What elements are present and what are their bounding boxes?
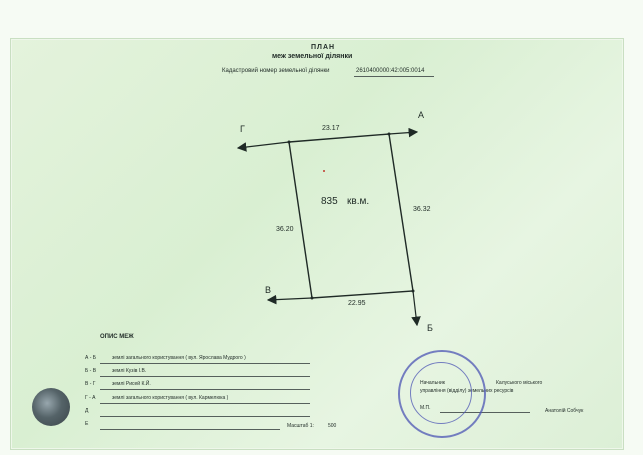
dim-top: 23.17 xyxy=(322,125,340,132)
point-a-label: А xyxy=(418,110,425,120)
official-stamp xyxy=(398,350,486,438)
mp-label: М.П. xyxy=(420,405,431,411)
arrow-b xyxy=(413,291,417,325)
dim-left: 36.20 xyxy=(276,226,294,233)
dim-bottom: 22.95 xyxy=(348,300,366,307)
desc-row-text: землі Кузів І.В. xyxy=(112,368,147,374)
doc-subtitle: меж земельної ділянки xyxy=(272,53,353,60)
arrow-g xyxy=(238,142,289,148)
cadastral-label: Кадастровий номер земельної ділянки xyxy=(222,68,330,74)
arrow-a xyxy=(389,132,417,134)
point-v-label: В xyxy=(265,285,272,295)
signer-name: Анатолій Собчук xyxy=(545,408,584,414)
desc-row-code: Д xyxy=(85,408,89,414)
desc-row-code: Б - В xyxy=(85,368,97,374)
desc-row-text: землі Рисей К.Й. xyxy=(112,381,151,387)
signer-title-3: Калуського міського xyxy=(496,380,543,386)
signer-title-2: управління (відділу) земельних ресурсів xyxy=(420,388,514,394)
desc-row-code: В - Г xyxy=(85,381,96,387)
description-heading: ОПИС МЕЖ xyxy=(100,334,134,340)
point-b-label: Б xyxy=(427,323,433,333)
scale-label: Масштаб 1: xyxy=(287,423,314,429)
desc-row-text: землі загального користування ( вул. Кармелюка ) xyxy=(112,395,229,401)
dim-right: 36.32 xyxy=(413,206,431,213)
parcel-boundary xyxy=(289,134,413,298)
cadastral-number: 2610400000:42:005:0014 xyxy=(356,68,425,74)
area-value: 835 xyxy=(321,196,338,207)
desc-row-code: А - Б xyxy=(85,355,97,361)
point-g-label: Г xyxy=(240,124,245,134)
desc-row-text: землі загального користування ( вул. Ярослава Мудрого ) xyxy=(112,355,246,361)
arrow-v xyxy=(268,298,312,300)
scale-value: 500 xyxy=(328,423,337,429)
doc-title: ПЛАН xyxy=(311,44,336,51)
signer-title-1: Начальник xyxy=(420,380,445,386)
desc-row-code: Г - А xyxy=(85,395,96,401)
area-unit: кв.м. xyxy=(347,196,370,207)
desc-row-code: Е xyxy=(85,421,89,427)
hologram-seal xyxy=(32,388,70,426)
